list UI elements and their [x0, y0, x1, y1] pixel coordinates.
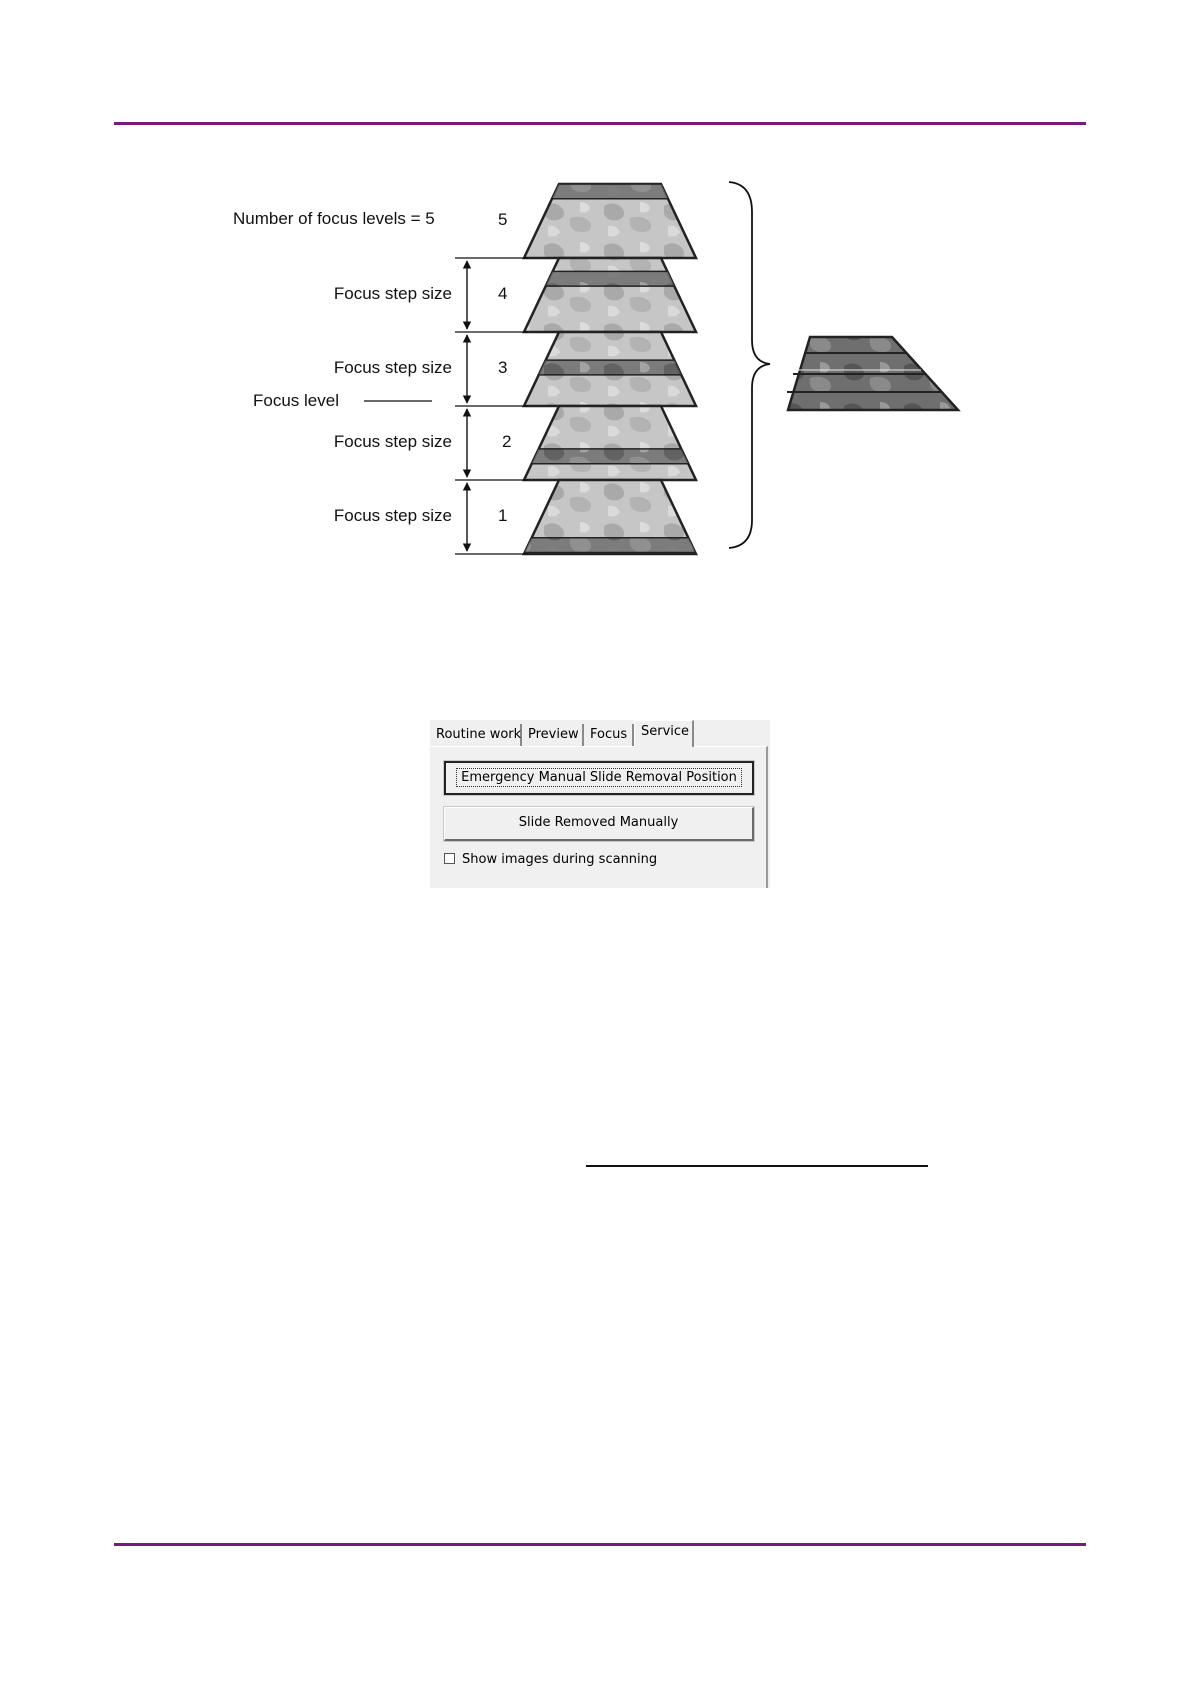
- focus-step-size-label: Focus step size: [333, 358, 452, 377]
- slide-removed-manually-label: Slide Removed Manually: [518, 815, 679, 830]
- show-images-label: Show images during scanning: [462, 852, 658, 867]
- focus-plane-band: [532, 449, 689, 464]
- tab-routine-work[interactable]: Routine work: [430, 724, 522, 746]
- focus-plane-band: [552, 184, 668, 199]
- focus-plane-band: [525, 538, 696, 553]
- focus-level-number: 5: [498, 210, 508, 229]
- tab-service[interactable]: Service: [634, 720, 694, 747]
- focus-step-size-label: Focus step size: [333, 284, 452, 303]
- focus-step-size-label: Focus step size: [333, 506, 452, 525]
- focus-level-slice: [524, 258, 696, 332]
- combined-focus-stack: [787, 337, 958, 410]
- focus-plane-band: [546, 271, 675, 286]
- focus-step-size-label: Focus step size: [333, 432, 452, 451]
- focus-level-slice: [524, 406, 696, 480]
- show-images-checkbox[interactable]: [444, 853, 455, 864]
- tab-focus[interactable]: Focus: [584, 724, 634, 746]
- footer-rule: [114, 1543, 1086, 1546]
- focus-level-label: Focus level: [253, 391, 339, 410]
- focus-levels-diagram: [0, 0, 1190, 600]
- slide-removed-manually-button[interactable]: [444, 807, 754, 841]
- service-tab-body: [430, 746, 768, 888]
- num-focus-levels-label: Number of focus levels = 5: [233, 209, 435, 228]
- focus-level-number: 4: [498, 284, 508, 303]
- service-tab-panel: [430, 720, 770, 888]
- emergency-slide-removal-button[interactable]: [444, 761, 754, 795]
- focus-plane-band: [539, 360, 682, 375]
- tab-strip: [430, 720, 770, 748]
- separator-line: [586, 1165, 928, 1167]
- focus-level-number: 1: [498, 506, 508, 525]
- tab-preview[interactable]: Preview: [522, 724, 584, 746]
- focus-level-number: 2: [502, 432, 512, 451]
- focus-level-number: 3: [498, 358, 508, 377]
- grouping-brace: [729, 182, 770, 548]
- show-images-checkbox-row[interactable]: [444, 851, 657, 869]
- emergency-slide-removal-label: Emergency Manual Slide Removal Position: [457, 769, 741, 786]
